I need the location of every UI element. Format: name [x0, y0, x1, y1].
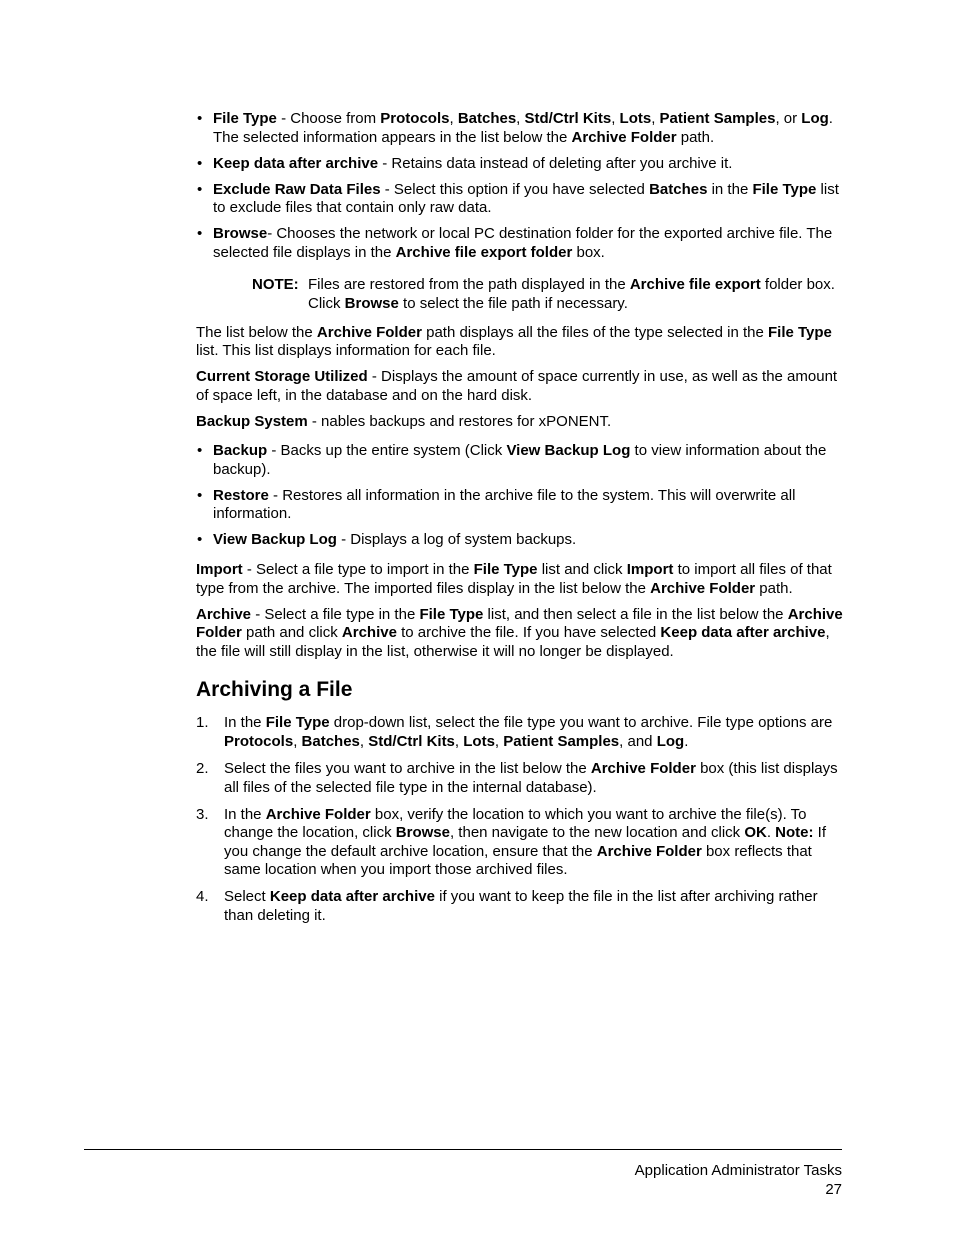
list-item: • Keep data after archive - Retains data instead of deleting after you archive it.: [196, 155, 844, 174]
note-block: NOTE: Files are restored from the path displayed in the Archive file export folder box. Click Browse to select the file path if necessary.: [252, 276, 835, 312]
list-item: • File Type - Choose from Protocols, Batches, Std/Ctrl Kits, Lots, Patient Samples, or Log. The selected information appears in the list below the Archive Folder path.: [196, 110, 844, 147]
document-body: [196, 110, 844, 934]
list-item: 3. In the Archive Folder box, verify the location to which you want to archive the file(s). To change the location, click Browse, then navigate to the new location and click OK. Note: If you change the default archive location, ensure that the Archive Folder box reflects that same location when you import those archived files.: [196, 805, 827, 879]
list-item: • Restore - Restores all information in the archive file to the system. This will overwrite all information.: [196, 487, 844, 524]
list-item: 1. In the File Type drop-down list, select the file type you want to archive. File type options are Protocols, Batches, Std/Ctrl Kits, Lots, Patient Samples, and Log.: [196, 714, 833, 750]
backup-list: [196, 442, 844, 550]
footer-divider: [84, 1149, 842, 1150]
paragraph: Archive - Select a file type in the File Type list, and then select a file in the list below the Archive Folder path and click Archive to archive the file. If you have selected Keep data after archive, the file will still display in the list, otherwise it will no longer be displayed.: [196, 605, 843, 660]
paragraph: Import - Select a file type to import in the File Type list and click Import to import all files of that type from the archive. The imported files display in the list below the Archive Folder path.: [196, 561, 832, 597]
list-item: • Browse- Chooses the network or local PC destination folder for the exported archive file. The selected file displays in the Archive file export folder box.: [196, 225, 844, 262]
page-number: 27: [825, 1180, 842, 1198]
section-heading: Archiving a File: [196, 678, 353, 702]
paragraph: Current Storage Utilized - Displays the amount of space currently in use, as well as the amount of space left, in the database and on the hard disk.: [196, 368, 838, 404]
list-item: • Backup - Backs up the entire system (Click View Backup Log to view information about the backup).: [196, 442, 844, 479]
list-item: • View Backup Log - Displays a log of system backups.: [196, 531, 844, 550]
options-list: [196, 110, 844, 262]
paragraph: The list below the Archive Folder path displays all the files of the type selected in the File Type list. This list displays information for each file.: [196, 323, 832, 360]
list-item: 2. Select the files you want to archive in the list below the Archive Folder box (this list displays all files of the selected file type in the internal database).: [196, 759, 838, 796]
footer-section-title: Application Administrator Tasks: [634, 1162, 842, 1179]
steps-list: [196, 714, 844, 925]
page-footer: [635, 1162, 842, 1199]
paragraph: Backup System - nables backups and restores for xPONENT.: [196, 412, 612, 430]
note-label: NOTE:: [252, 276, 299, 294]
list-item: • Exclude Raw Data Files - Select this option if you have selected Batches in the File Type list to exclude files that contain only raw data.: [196, 181, 844, 218]
list-item: 4. Select Keep data after archive if you want to keep the file in the list after archiving rather than deleting it.: [196, 888, 818, 924]
